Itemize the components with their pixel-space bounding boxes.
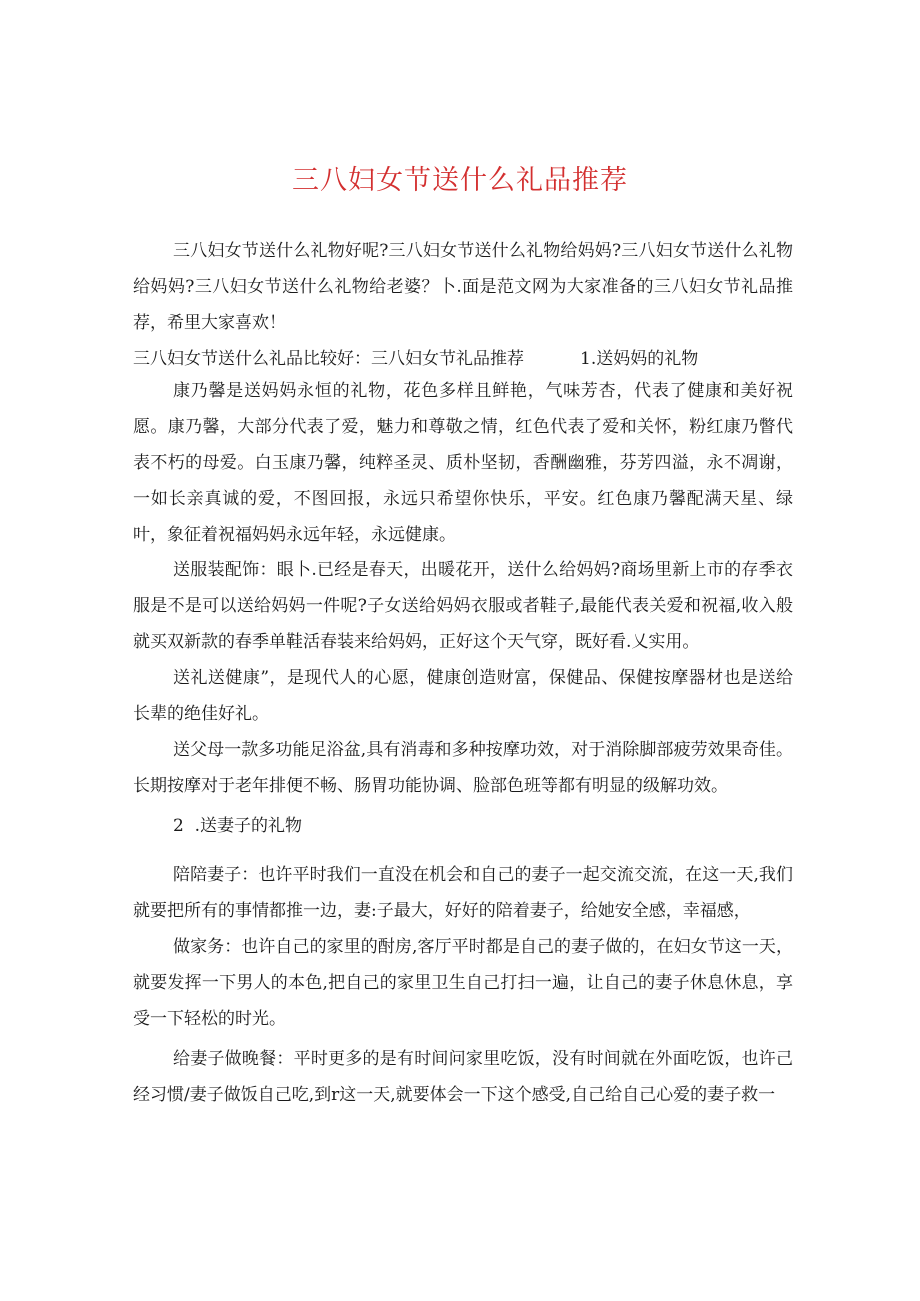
paragraph-foot-bath: 送父母一款多功能足浴盆,具有消毒和多种按摩功效，对于消除脚部疲劳效果奇佳。长期按摩对于老年排便不畅、肠胃功能协调、脸部色班等都有明显的级解功效。 [133, 740, 793, 796]
section-line-text: 三八妇女节送什么礼品比较好：三八妇女节礼品推荐 [133, 349, 524, 369]
paragraph-housework: 做家务：也许自己的家里的酎房,客厅平时都是自己的妻子做的，在妇女节这一天，就要发挥一下男人的本色,把自己的家里卫生自己打扫一遍，让自己的妻子休息休息，享受一下轻松的时光。 [133, 937, 793, 1029]
section-heading-line [133, 341, 793, 377]
document-title: 三八妇女节送什么礼品推荐 [292, 165, 628, 196]
section1-heading: 1.送妈妈的礼物 [580, 349, 699, 369]
paragraph-health: 送礼送健康”，是现代人的心愿，健康创造财富，保健品、保健按摩器材也是送给长辈的绝佳好礼。 [133, 668, 793, 724]
paragraph-carnation: 康乃馨是送妈妈永恒的礼物，花色多样且鲜艳，气味芳杏，代表了健康和美好祝愿。康乃馨，大部分代表了爱，魅力和尊敬之情，红色代表了爱和关怀，粉红康乃瞥代表不朽的母爱。白玉康乃馨，纯粹圣灵、质朴坚韧，香酬幽雅，芬芳四溢，永不凋谢，一如长亲真诚的爱，不图回报，永远只希望你快乐，平安。红色康乃馨配满天星、绿叶，象征着祝福妈妈永远年轻，永远健康。 [133, 381, 793, 545]
paragraph-clothing: 送服装配饰：眼卜.已经是春天，出暖花开，送什么给妈妈?商场里新上市的存季衣服是不是可以送给妈妈一件呢?子女送给妈妈衣服或者鞋子,最能代表关爱和祝福,收入般就买双新款的春季单鞋活春装来给妈妈，正好这个天气穿，既好看.乂实用。 [133, 560, 793, 652]
section2-heading: 2 .送妻子的礼物 [173, 816, 303, 836]
paragraph-dinner: 给妻子做晚餐：平时更多的是有时间问家里吃饭，没有时间就在外面吃饭，也许己经习惯/妻子做饭自己吃,到r这一天,就要体会一下这个感受,自己给自己心爱的妻子救一 [133, 1049, 793, 1105]
paragraph-accompany-wife: 陪陪妻子：也许平时我们一直没在机会和自己的妻子一起交流交流，在这一天,我们就要把所有的事情都推一边，妻:子最大，好好的陪着妻子，给她安全感，幸福感， [133, 865, 793, 921]
intro-paragraph: 三八妇女节送什么礼物好呢?三八妇女节送什么礼物给妈妈?三八妇女节送什么礼物给妈妈?三八妇女节送什么礼物给老婆？卜.面是范文网为大家准备的三八妇女节礼品推荐，希里大家喜欢！ [133, 241, 793, 333]
